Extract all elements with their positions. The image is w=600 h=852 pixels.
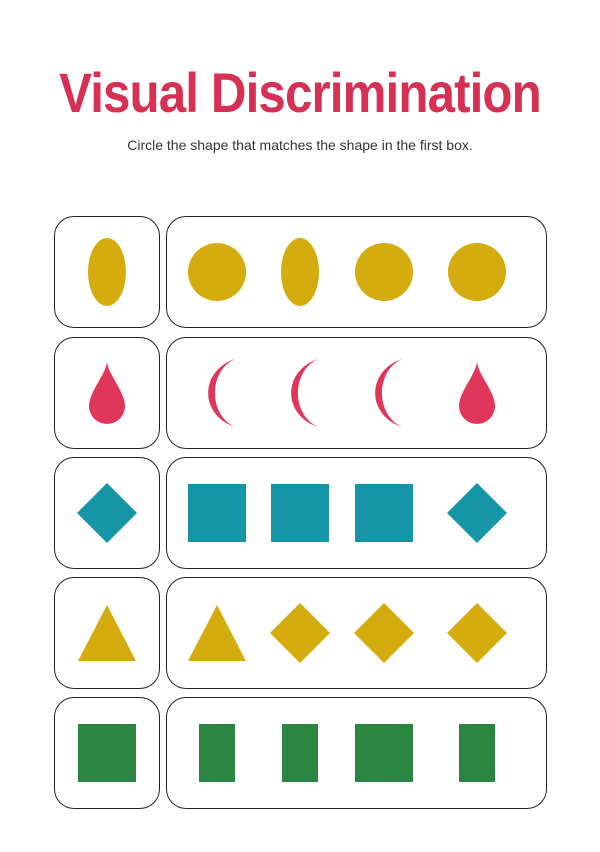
choice-teardrop-shape[interactable] [459, 362, 495, 424]
target-teardrop-shape [89, 362, 125, 424]
target-triangle-shape [78, 605, 136, 661]
choice-diamond-shape[interactable] [270, 603, 330, 663]
choice-diamond-shape[interactable] [447, 603, 507, 663]
choice-circle-shape[interactable] [448, 243, 506, 301]
target-oval-shape [88, 238, 126, 306]
choice-square-shape[interactable] [271, 484, 329, 542]
page-title: Visual Discrimination [59, 61, 541, 124]
choice-crescent-shape[interactable] [282, 359, 318, 427]
choice-square-shape[interactable] [188, 484, 246, 542]
choice-diamond-shape[interactable] [354, 603, 414, 663]
choice-diamond-shape[interactable] [447, 483, 507, 543]
choice-crescent-shape[interactable] [366, 359, 402, 427]
choice-tall-rectangle-shape[interactable] [199, 724, 235, 782]
choice-crescent-shape[interactable] [199, 359, 235, 427]
choice-oval-shape[interactable] [281, 238, 319, 306]
choice-square-shape[interactable] [355, 484, 413, 542]
choice-tall-rectangle-shape[interactable] [459, 724, 495, 782]
target-diamond-shape [77, 483, 137, 543]
choice-circle-shape[interactable] [355, 243, 413, 301]
choice-square-shape[interactable] [355, 724, 413, 782]
choice-tall-rectangle-shape[interactable] [282, 724, 318, 782]
choice-circle-shape[interactable] [188, 243, 246, 301]
instructions: Circle the shape that matches the shape in the first box. [127, 137, 473, 153]
target-square-shape [78, 724, 136, 782]
choice-triangle-shape[interactable] [188, 605, 246, 661]
